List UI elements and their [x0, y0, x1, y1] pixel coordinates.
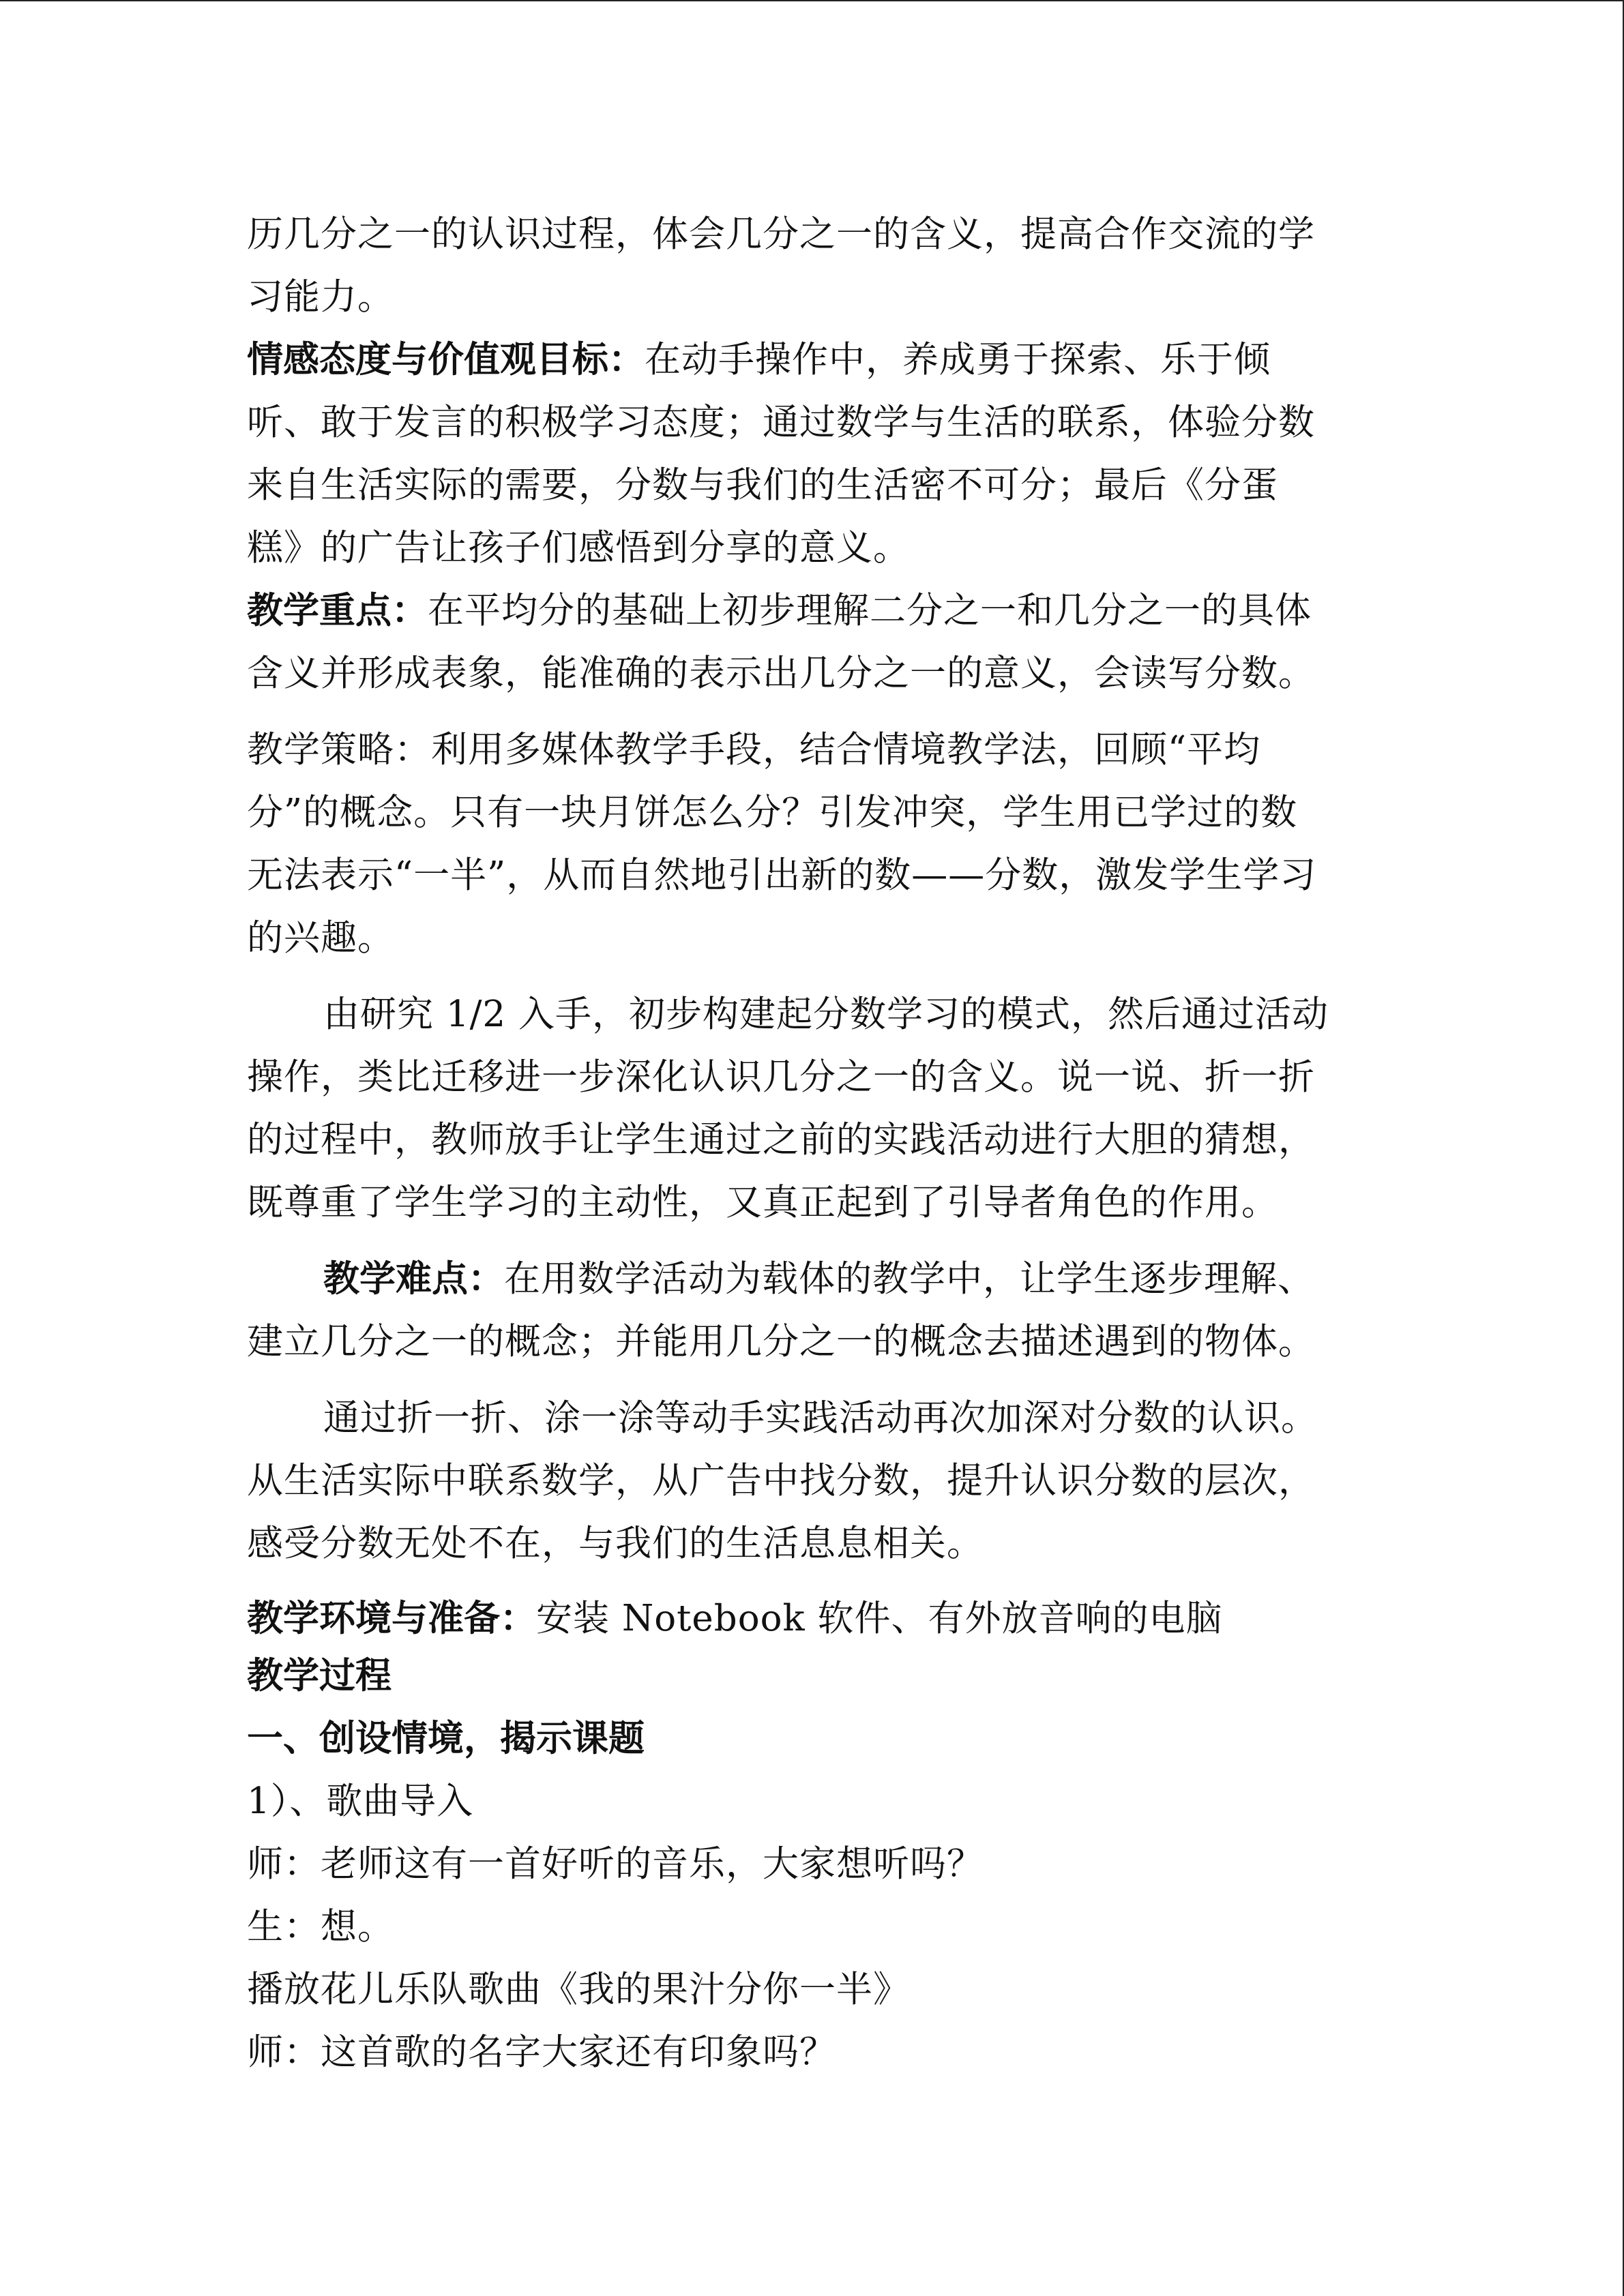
- text-line: 建立几分之一的概念；并能用几分之一的概念去描述遇到的物体。: [247, 1321, 1315, 1362]
- text-line: 含义并形成表象，能准确的表示出几分之一的意义，会读写分数。: [247, 653, 1315, 694]
- emotion-goal-line: [247, 329, 1271, 391]
- text-line: 历几分之一的认识过程，体会几分之一的含义，提高合作交流的学: [247, 213, 1315, 255]
- key-point-label: 教学重点：: [247, 590, 428, 631]
- text-line: 糕》的广告让孩子们感悟到分享的意义。: [247, 527, 910, 569]
- dialogue-line: 1）、歌曲导入: [247, 1780, 474, 1822]
- key-point-line: [247, 580, 1312, 642]
- text-line: 分”的概念。只有一块月饼怎么分？引发冲突，学生用已学过的数: [247, 792, 1298, 833]
- environment-label: 教学环境与准备：: [247, 1598, 536, 1639]
- dialogue-line: 播放花儿乐队歌曲《我的果汁分你一半》: [247, 1969, 910, 2010]
- text-line: 的过程中，教师放手让学生通过之前的实践活动进行大胆的猜想，: [247, 1119, 1315, 1161]
- text-span: 在动手操作中，养成勇于探索、乐于倾: [645, 339, 1271, 381]
- text-line: 通过折一折、涂一涂等动手实践活动再次加深对分数的认识。: [323, 1397, 1318, 1439]
- emotion-goal-label: 情感态度与价值观目标：: [247, 339, 645, 381]
- text-line: 来自生活实际的需要，分数与我们的生活密不可分；最后《分蛋: [247, 464, 1278, 506]
- text-line: 无法表示“一半”，从而自然地引出新的数——分数，激发学生学习: [247, 854, 1317, 896]
- text-line: 由研究 1/2 入手，初步构建起分数学习的模式，然后通过活动: [323, 994, 1329, 1035]
- text-span: 在平均分的基础上初步理解二分之一和几分之一的具体: [428, 590, 1312, 631]
- text-line: 从生活实际中联系数学，从广告中找分数，提升认识分数的层次，: [247, 1460, 1315, 1502]
- text-span: 安装 Notebook 软件、有外放音响的电脑: [536, 1598, 1223, 1639]
- text-line: 感受分数无处不在，与我们的生活息息相关。: [247, 1523, 984, 1564]
- difficulty-line: [323, 1248, 1314, 1311]
- dialogue-line: 师：老师这有一首好听的音乐，大家想听吗？: [247, 1843, 984, 1885]
- text-line: 习能力。: [247, 276, 394, 318]
- text-line: 既尊重了学生学习的主动性，又真正起到了引导者角色的作用。: [247, 1182, 1278, 1223]
- text-line: 操作，类比迁移进一步深化认识几分之一的含义。说一说、折一折: [247, 1056, 1315, 1098]
- difficulty-label: 教学难点：: [323, 1258, 504, 1300]
- dialogue-line: 生：想。: [247, 1906, 394, 1948]
- text-line: 的兴趣。: [247, 917, 394, 959]
- heading-teaching-process: 教学过程: [247, 1655, 392, 1697]
- text-line: 听、敢于发言的积极学习态度；通过数学与生活的联系，体验分数: [247, 402, 1315, 443]
- text-span: 在用数学活动为载体的教学中，让学生逐步理解、: [504, 1258, 1314, 1300]
- dialogue-line: 师：这首歌的名字大家还有印象吗？: [247, 2031, 836, 2073]
- environment-line: [247, 1587, 1223, 1650]
- text-line: 教学策略：利用多媒体教学手段，结合情境教学法，回顾“平均: [247, 729, 1261, 771]
- heading-section-1: 一、创设情境，揭示课题: [247, 1718, 645, 1759]
